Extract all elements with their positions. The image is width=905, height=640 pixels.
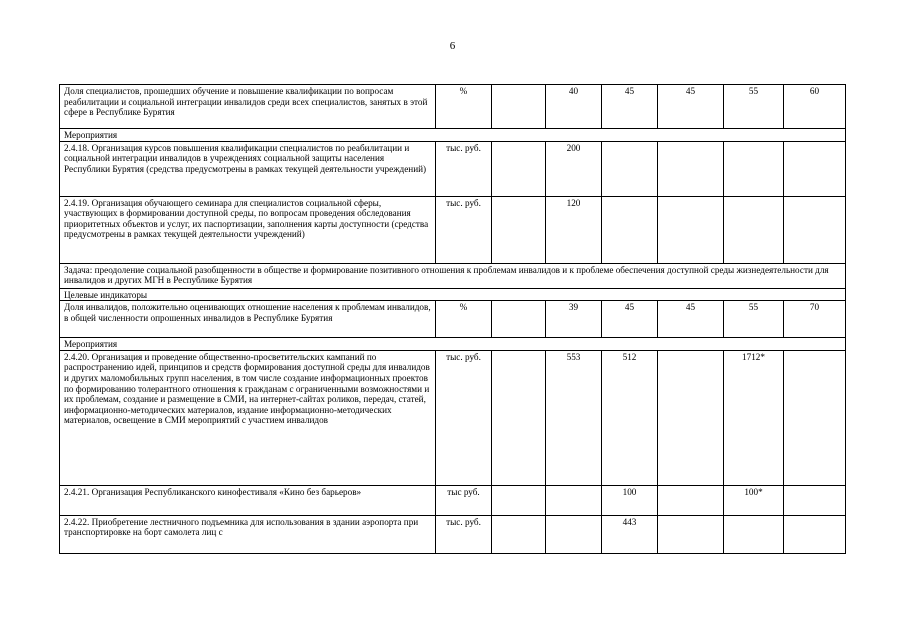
table-row: [60, 515, 846, 553]
value-cell: [492, 85, 546, 129]
value-cell: 120: [546, 196, 602, 263]
value-cell: 100*: [724, 485, 784, 515]
value-cell: [784, 515, 846, 553]
value-cell: [492, 196, 546, 263]
value-cell: 45: [658, 85, 724, 129]
task-text: Задача: преодоление социальной разобщенности в обществе и формирование позитивного отношения к проблемам инвалидов и к проблеме обеспечения доступной среды жизнедеятельности для инвалидов и других МГН в Республике Бурятия: [60, 263, 846, 288]
table-row: [60, 85, 846, 129]
table-row: [60, 485, 846, 515]
value-cell: 45: [602, 301, 658, 338]
value-cell: 40: [546, 85, 602, 129]
value-cell: 443: [602, 515, 658, 553]
value-cell: [602, 196, 658, 263]
value-cell: 512: [602, 350, 658, 485]
value-cell: [784, 485, 846, 515]
value-cell: [658, 485, 724, 515]
value-cell: [658, 515, 724, 553]
value-cell: [492, 485, 546, 515]
section-heading: Мероприятия: [60, 129, 846, 142]
section-heading: Мероприятия: [60, 338, 846, 351]
value-cell: 55: [724, 301, 784, 338]
row-name: 2.4.22. Приобретение лестничного подъемника для использования в здании аэропорта при транспортировке на борт самолета лиц с: [60, 515, 436, 553]
section-row: [60, 288, 846, 301]
row-unit: тыс. руб.: [436, 350, 492, 485]
value-cell: [602, 141, 658, 196]
value-cell: [658, 141, 724, 196]
section-heading: Целевые индикаторы: [60, 288, 846, 301]
value-cell: [658, 350, 724, 485]
section-row: [60, 129, 846, 142]
value-cell: 55: [724, 85, 784, 129]
row-name: Доля специалистов, прошедших обучение и повышение квалификации по вопросам реабилитации и социальной интеграции инвалидов среди всех специалистов, занятых в этой сфере в Республике Бурятия: [60, 85, 436, 129]
value-cell: 100: [602, 485, 658, 515]
value-cell: 553: [546, 350, 602, 485]
value-cell: 39: [546, 301, 602, 338]
value-cell: [784, 141, 846, 196]
task-row: [60, 263, 846, 288]
value-cell: [492, 301, 546, 338]
value-cell: [546, 515, 602, 553]
value-cell: [724, 515, 784, 553]
value-cell: [492, 141, 546, 196]
value-cell: [724, 141, 784, 196]
row-name: 2.4.20. Организация и проведение общественно-просветительских кампаний по распространению идей, принципов и средств формирования доступной среды для инвалидов и других маломобильных групп населения, в том числе создание информационных проектов по формированию толерантного отношения к гражданам с ограниченными возможностями и их проблемам, создание и размещение в СМИ, на интернет-сайтах роликов, передач, статей, информационно-методических материалов, издание информационно-методических материалов, освещение в СМИ мероприятий с участием инвалидов: [60, 350, 436, 485]
value-cell: [784, 196, 846, 263]
row-name: 2.4.21. Организация Республиканского кинофестиваля «Кино без барьеров»: [60, 485, 436, 515]
value-cell: [724, 196, 784, 263]
value-cell: [546, 485, 602, 515]
row-name: Доля инвалидов, положительно оценивающих отношение населения к проблемам инвалидов, в общей численности опрошенных инвалидов в Республике Бурятия: [60, 301, 436, 338]
value-cell: 45: [602, 85, 658, 129]
row-unit: тыс. руб.: [436, 196, 492, 263]
table-row: [60, 350, 846, 485]
row-unit: тыс. руб.: [436, 141, 492, 196]
value-cell: 1712*: [724, 350, 784, 485]
table-row: [60, 301, 846, 338]
section-row: [60, 338, 846, 351]
value-cell: 45: [658, 301, 724, 338]
value-cell: 70: [784, 301, 846, 338]
value-cell: 60: [784, 85, 846, 129]
program-table: [59, 84, 846, 554]
row-unit: тыс руб.: [436, 485, 492, 515]
row-unit: %: [436, 301, 492, 338]
row-unit: %: [436, 85, 492, 129]
row-name: 2.4.19. Организация обучающего семинара для специалистов социальной сферы, участвующих в формировании доступной среды, по вопросам проведения обследования приоритетных объектов и услуг, их паспортизации, заполнения карты доступности (средства предусмотрены в рамках текущей деятельности учреждений): [60, 196, 436, 263]
table-row: [60, 196, 846, 263]
page-number: 6: [449, 40, 456, 52]
value-cell: [492, 515, 546, 553]
table-row: [60, 141, 846, 196]
value-cell: 200: [546, 141, 602, 196]
value-cell: [492, 350, 546, 485]
row-unit: тыс. руб.: [436, 515, 492, 553]
value-cell: [658, 196, 724, 263]
row-name: 2.4.18. Организация курсов повышения квалификации специалистов по реабилитации и социальной интеграции инвалидов в учреждениях социальной защиты населения Республики Бурятия (средства предусмотрены в рамках текущей деятельности учреждений): [60, 141, 436, 196]
value-cell: [784, 350, 846, 485]
